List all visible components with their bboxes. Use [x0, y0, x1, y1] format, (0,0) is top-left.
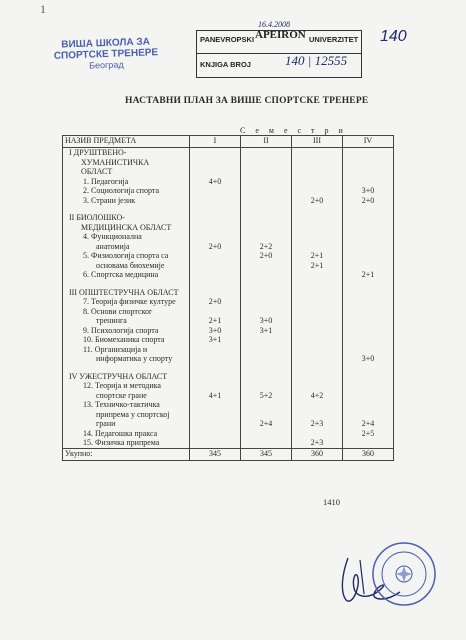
semester-2-hours: 2+0	[241, 251, 292, 261]
table-row	[63, 335, 394, 345]
semester-4-hours: 2+0	[343, 196, 394, 206]
semester-1-hours: 4+1	[190, 391, 241, 401]
semester-4-hours	[343, 307, 394, 317]
semester-4-hours	[343, 288, 394, 298]
table-row	[63, 391, 394, 401]
subject-name	[63, 205, 190, 213]
subject-name: 4. Функционална	[63, 232, 190, 242]
table-row	[63, 232, 394, 242]
semester-2-hours: 2+2	[241, 242, 292, 252]
semester-4-hours	[343, 381, 394, 391]
semester-1-hours: 4+0	[190, 177, 241, 187]
semester-4-hours	[343, 316, 394, 326]
semester-3-hours	[292, 167, 343, 177]
subject-name: анатомија	[63, 242, 190, 252]
subject-name: 11. Организација и	[63, 345, 190, 355]
semester-3-hours	[292, 280, 343, 288]
total-semester-3: 360	[292, 448, 343, 460]
table-row	[63, 316, 394, 326]
semester-3-hours	[292, 270, 343, 280]
total-label: Укупно:	[63, 448, 190, 460]
semester-4-hours	[343, 364, 394, 372]
semester-4-hours: 3+0	[343, 186, 394, 196]
semester-3-hours	[292, 429, 343, 439]
subject-name: 10. Биомеханика спорта	[63, 335, 190, 345]
corner-mark: 1	[40, 2, 46, 16]
curriculum-table	[62, 135, 394, 461]
semester-1-hours	[190, 429, 241, 439]
handwritten-page-number: 140	[380, 28, 407, 45]
table-row	[63, 345, 394, 355]
subject-name: МЕДИЦИНСКА ОБЛАСТ	[63, 223, 190, 233]
table-row	[63, 297, 394, 307]
subject-name: IV УЖЕСТРУЧНА ОБЛАСТ	[63, 372, 190, 382]
table-row	[63, 205, 394, 213]
subject-name: II БИОЛОШКО-	[63, 213, 190, 223]
subject-name: 7. Теорија физичке културе	[63, 297, 190, 307]
table-row	[63, 167, 394, 177]
table-row	[63, 410, 394, 420]
semester-2-hours	[241, 307, 292, 317]
semester-4-hours	[343, 372, 394, 382]
semester-2-hours	[241, 223, 292, 233]
table-row	[63, 186, 394, 196]
semester-4-hours	[343, 242, 394, 252]
subject-name: 8. Основи спортског	[63, 307, 190, 317]
table-row	[63, 307, 394, 317]
header-semester-4: IV	[343, 136, 394, 148]
table-row	[63, 381, 394, 391]
subject-name: грани	[63, 419, 190, 429]
school-stamp-line-2: СПОРТСКЕ ТРЕНЕРЕ	[53, 47, 159, 62]
semester-2-hours	[241, 232, 292, 242]
table-row	[63, 177, 394, 187]
subject-name	[63, 280, 190, 288]
semester-4-hours	[343, 345, 394, 355]
semester-1-hours	[190, 158, 241, 168]
semester-1-hours	[190, 438, 241, 448]
table-row	[63, 438, 394, 448]
semester-3-hours	[292, 186, 343, 196]
table-row	[63, 288, 394, 298]
semester-3-hours	[292, 326, 343, 336]
semester-4-hours	[343, 223, 394, 233]
semester-2-hours	[241, 177, 292, 187]
header-semester-1: I	[190, 136, 241, 148]
semester-1-hours	[190, 167, 241, 177]
semester-3-hours: 2+1	[292, 261, 343, 271]
semester-2-hours	[241, 354, 292, 364]
semester-2-hours	[241, 345, 292, 355]
subject-name: 9. Психологија спорта	[63, 326, 190, 336]
header-semester-2: II	[241, 136, 292, 148]
semester-4-hours	[343, 297, 394, 307]
semester-2-hours	[241, 205, 292, 213]
semester-4-hours	[343, 438, 394, 448]
table-row	[63, 158, 394, 168]
semester-3-hours	[292, 158, 343, 168]
table-row	[63, 419, 394, 429]
semester-2-hours	[241, 438, 292, 448]
semester-3-hours: 4+2	[292, 391, 343, 401]
semester-2-hours: 2+4	[241, 419, 292, 429]
semester-1-hours	[190, 364, 241, 372]
semester-4-hours	[343, 232, 394, 242]
table-row	[63, 354, 394, 364]
subject-name: припрема у спортској	[63, 410, 190, 420]
semester-2-hours	[241, 167, 292, 177]
semester-4-hours	[343, 326, 394, 336]
semester-4-hours	[343, 410, 394, 420]
archive-stamp-left: PANEVROPSKI	[200, 35, 255, 44]
semester-4-hours	[343, 205, 394, 213]
semester-3-hours	[292, 177, 343, 187]
semester-1-hours	[190, 354, 241, 364]
school-stamp	[39, 36, 172, 74]
table-row	[63, 223, 394, 233]
subject-name: спортске гране	[63, 391, 190, 401]
document-title: НАСТАВНИ ПЛАН ЗА ВИШЕ СПОРТСКЕ ТРЕНЕРЕ	[125, 96, 369, 106]
semester-4-hours	[343, 400, 394, 410]
archive-stamp-book-label: KNJIGA BROJ	[200, 60, 251, 69]
subject-name: основама биохемије	[63, 261, 190, 271]
semester-4-hours	[343, 335, 394, 345]
semester-2-hours	[241, 270, 292, 280]
archive-stamp-right: UNIVERZITET	[309, 35, 359, 44]
header-semester-3: III	[292, 136, 343, 148]
semester-1-hours: 3+0	[190, 326, 241, 336]
semester-2-hours	[241, 280, 292, 288]
subject-name	[63, 364, 190, 372]
archive-stamp-logo: APEIRON	[255, 29, 306, 41]
table-row	[63, 251, 394, 261]
subject-name: 15. Физичка припрема	[63, 438, 190, 448]
subject-name: информатика у спорту	[63, 354, 190, 364]
semester-1-hours	[190, 232, 241, 242]
total-semester-1: 345	[190, 448, 241, 460]
semester-3-hours	[292, 381, 343, 391]
semester-3-hours	[292, 400, 343, 410]
semester-3-hours	[292, 213, 343, 223]
subject-name: 5. Физиологија спорта са	[63, 251, 190, 261]
subject-name: тренинга	[63, 316, 190, 326]
school-stamp-line-3: Београд	[88, 59, 124, 71]
semester-1-hours	[190, 372, 241, 382]
table-row	[63, 280, 394, 288]
table-header-row	[63, 136, 394, 148]
school-stamp-line-1: ВИША ШКОЛА ЗА	[61, 36, 151, 51]
table-row	[63, 213, 394, 223]
semester-1-hours	[190, 280, 241, 288]
semester-1-hours	[190, 223, 241, 233]
semester-1-hours	[190, 270, 241, 280]
semester-2-hours	[241, 381, 292, 391]
table-row	[63, 364, 394, 372]
semester-2-hours	[241, 196, 292, 206]
semester-3-hours	[292, 232, 343, 242]
semester-2-hours	[241, 335, 292, 345]
subject-name: 6. Спортска медицина	[63, 270, 190, 280]
semester-3-hours	[292, 372, 343, 382]
semester-1-hours: 2+0	[190, 297, 241, 307]
semester-2-hours	[241, 158, 292, 168]
semester-1-hours	[190, 205, 241, 213]
table-row	[63, 196, 394, 206]
semester-1-hours	[190, 419, 241, 429]
total-semester-2: 345	[241, 448, 292, 460]
semester-3-hours	[292, 345, 343, 355]
table-row	[63, 270, 394, 280]
subject-name: 13. Техничко-тактичка	[63, 400, 190, 410]
semester-1-hours	[190, 288, 241, 298]
grand-total: 1410	[323, 497, 340, 507]
semester-2-hours	[241, 261, 292, 271]
table-row	[63, 148, 394, 158]
semester-2-hours: 3+0	[241, 316, 292, 326]
table-row	[63, 429, 394, 439]
semester-label: С е м е с т р и	[240, 126, 347, 135]
semester-3-hours	[292, 410, 343, 420]
semester-3-hours	[292, 335, 343, 345]
semester-4-hours	[343, 391, 394, 401]
semester-4-hours	[343, 158, 394, 168]
semester-4-hours: 2+4	[343, 419, 394, 429]
semester-1-hours	[190, 261, 241, 271]
semester-1-hours	[190, 251, 241, 261]
subject-name: I ДРУШТВЕНО-	[63, 148, 190, 158]
semester-2-hours	[241, 400, 292, 410]
subject-name: 2. Социологија спорта	[63, 186, 190, 196]
semester-3-hours	[292, 148, 343, 158]
subject-name: ХУМАНИСТИЧКА	[63, 158, 190, 168]
semester-4-hours	[343, 177, 394, 187]
semester-4-hours: 2+5	[343, 429, 394, 439]
table-row	[63, 242, 394, 252]
handwritten-date: 16.4.2008	[258, 20, 290, 29]
semester-2-hours: 3+1	[241, 326, 292, 336]
semester-3-hours: 2+0	[292, 196, 343, 206]
semester-4-hours	[343, 251, 394, 261]
round-stamp	[370, 540, 438, 608]
semester-3-hours	[292, 223, 343, 233]
semester-4-hours	[343, 280, 394, 288]
semester-4-hours: 3+0	[343, 354, 394, 364]
table-row	[63, 372, 394, 382]
subject-name: ОБЛАСТ	[63, 167, 190, 177]
semester-1-hours	[190, 345, 241, 355]
semester-4-hours	[343, 213, 394, 223]
semester-2-hours	[241, 410, 292, 420]
total-row	[63, 448, 394, 460]
semester-2-hours	[241, 288, 292, 298]
semester-2-hours	[241, 372, 292, 382]
header-subject: НАЗИВ ПРЕДМЕТА	[63, 136, 190, 148]
archive-stamp	[196, 30, 362, 78]
table-row	[63, 261, 394, 271]
table-row	[63, 326, 394, 336]
semester-1-hours: 2+0	[190, 242, 241, 252]
semester-1-hours: 3+1	[190, 335, 241, 345]
semester-1-hours	[190, 196, 241, 206]
semester-1-hours	[190, 148, 241, 158]
subject-name: 14. Педагошка пракса	[63, 429, 190, 439]
semester-3-hours: 2+3	[292, 419, 343, 429]
semester-3-hours	[292, 316, 343, 326]
subject-name: 3. Страни језик	[63, 196, 190, 206]
semester-2-hours	[241, 297, 292, 307]
subject-name: III ОПШТЕСТРУЧНА ОБЛАСТ	[63, 288, 190, 298]
semester-1-hours: 2+1	[190, 316, 241, 326]
semester-3-hours: 2+3	[292, 438, 343, 448]
semester-3-hours	[292, 364, 343, 372]
semester-4-hours	[343, 261, 394, 271]
semester-3-hours	[292, 297, 343, 307]
semester-3-hours: 2+1	[292, 251, 343, 261]
semester-4-hours	[343, 167, 394, 177]
semester-1-hours	[190, 307, 241, 317]
semester-1-hours	[190, 410, 241, 420]
archive-stamp-book-value: 140 | 12555	[285, 53, 348, 68]
semester-4-hours	[343, 148, 394, 158]
semester-1-hours	[190, 186, 241, 196]
semester-2-hours	[241, 213, 292, 223]
semester-2-hours	[241, 148, 292, 158]
subject-name: 12. Теорија и методика	[63, 381, 190, 391]
semester-2-hours	[241, 429, 292, 439]
semester-1-hours	[190, 400, 241, 410]
table-row	[63, 400, 394, 410]
semester-3-hours	[292, 307, 343, 317]
semester-4-hours: 2+1	[343, 270, 394, 280]
semester-1-hours	[190, 213, 241, 223]
semester-2-hours: 5+2	[241, 391, 292, 401]
semester-3-hours	[292, 205, 343, 213]
semester-2-hours	[241, 186, 292, 196]
semester-3-hours	[292, 354, 343, 364]
subject-name: 1. Педагогија	[63, 177, 190, 187]
semester-3-hours	[292, 242, 343, 252]
semester-3-hours	[292, 288, 343, 298]
semester-1-hours	[190, 381, 241, 391]
semester-2-hours	[241, 364, 292, 372]
total-semester-4: 360	[343, 448, 394, 460]
